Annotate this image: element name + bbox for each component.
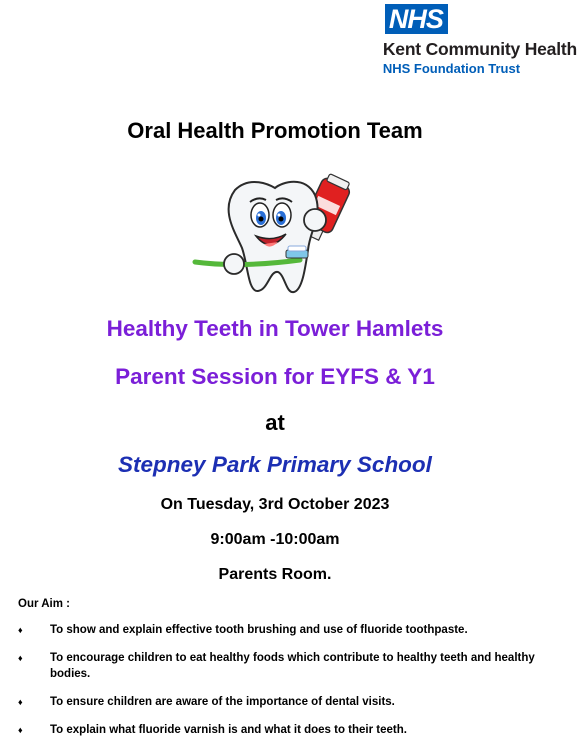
bullet-icon: ♦ <box>18 697 23 707</box>
bullet-icon: ♦ <box>18 653 23 663</box>
bullet-icon: ♦ <box>18 725 23 735</box>
nhs-header <box>383 4 577 76</box>
aims-list <box>18 622 538 750</box>
list-item <box>18 722 538 738</box>
session-subtitle: Parent Session for EYFS & Y1 <box>115 364 435 389</box>
list-item <box>18 650 538 682</box>
at-label: at <box>265 410 285 435</box>
session-room: Parents Room. <box>218 566 332 583</box>
session-date: On Tuesday, 3rd October 2023 <box>160 496 390 513</box>
aim-text: To ensure children are aware of the importance of dental visits. <box>50 696 395 708</box>
tooth-mascot-icon <box>190 170 360 300</box>
session-time: 9:00am -10:00am <box>210 531 340 548</box>
school-name: Stepney Park Primary School <box>118 452 432 477</box>
aim-text: To encourage children to eat healthy foods which contribute to healthy teeth and healthy bodies. <box>50 652 535 680</box>
list-item <box>18 622 538 638</box>
aim-text: To explain what fluoride varnish is and what it does to their teeth. <box>50 724 407 736</box>
org-subtitle: NHS Foundation Trust <box>382 61 521 76</box>
nhs-logo: NHS <box>385 4 448 34</box>
aims-heading: Our Aim : <box>18 598 70 610</box>
aim-text: To show and explain effective tooth brushing and use of fluoride toothpaste. <box>50 624 468 636</box>
list-item <box>18 694 538 710</box>
session-title: Healthy Teeth in Tower Hamlets <box>106 316 444 341</box>
org-name: Kent Community Health <box>382 39 577 59</box>
team-title: Oral Health Promotion Team <box>127 118 423 143</box>
bullet-icon: ♦ <box>18 625 23 635</box>
